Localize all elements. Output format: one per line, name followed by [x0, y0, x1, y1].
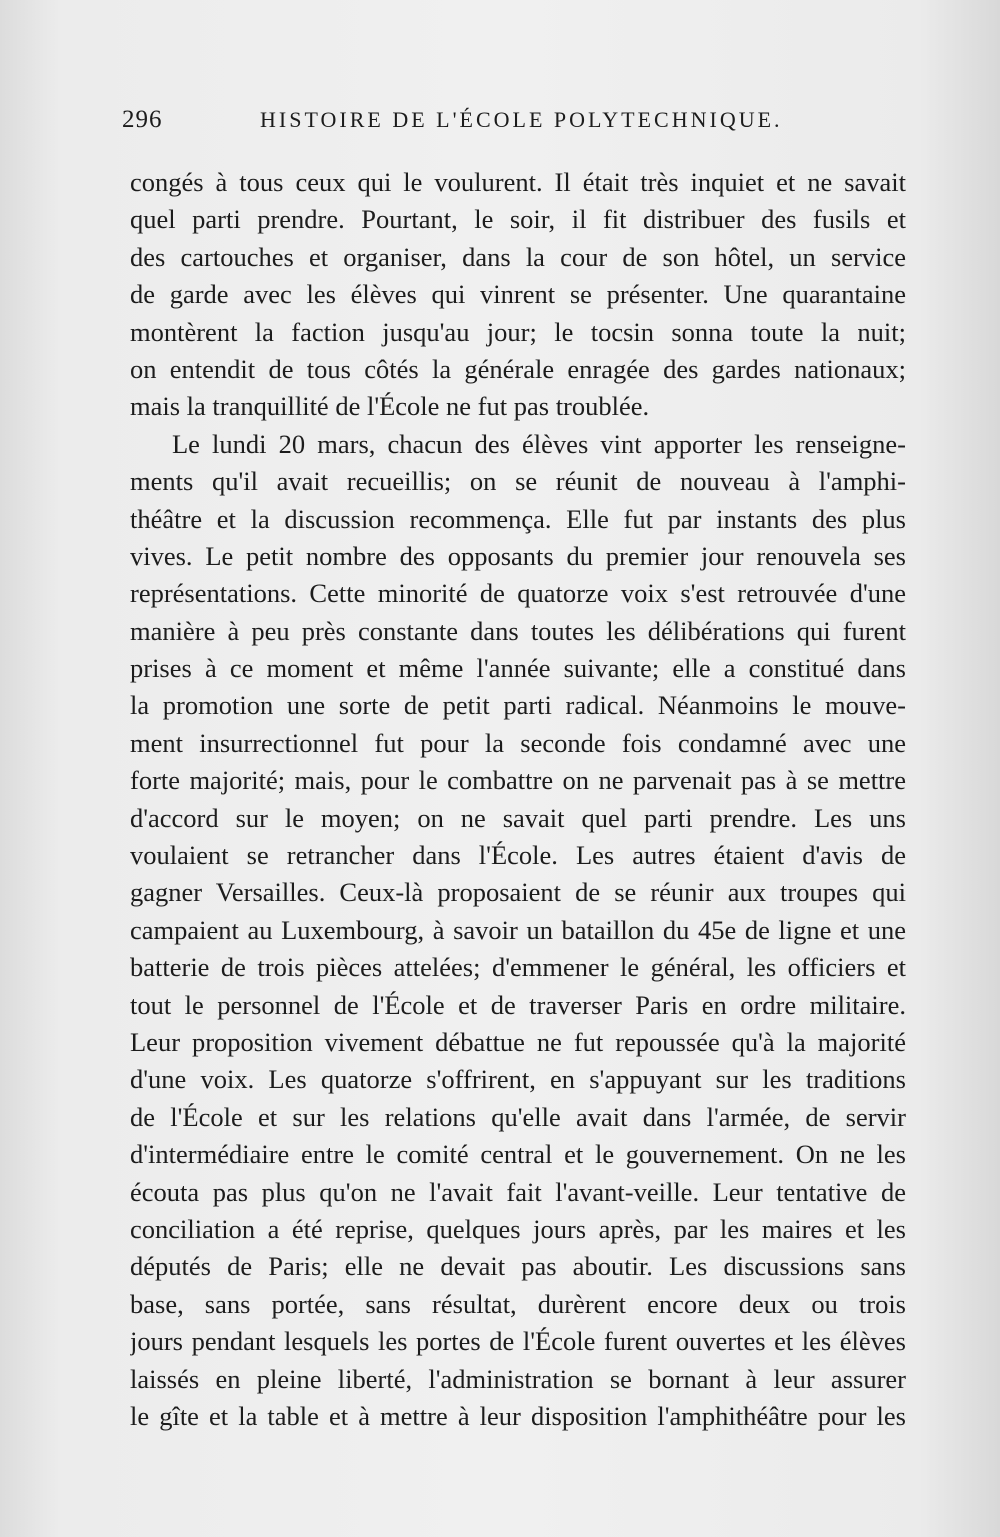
text-line: voulaient se retrancher dans l'École. Les autres étaient d'avis de [130, 840, 906, 871]
text-line: vives. Le petit nombre des opposants du premier jour renouvela ses [130, 540, 906, 571]
text-line: campaient au Luxembourg, à savoir un bataillon du 45e de ligne et une [130, 914, 906, 945]
text-line: laissés en pleine liberté, l'administration se bornant à leur assurer [130, 1363, 906, 1394]
text-line: on entendit de tous côtés la générale enragée des gardes nationaux; [130, 353, 906, 384]
text-line: théâtre et la discussion recommença. Elle fut par instants des plus [130, 503, 906, 534]
text-line: tout le personnel de l'École et de traverser Paris en ordre militaire. [130, 989, 906, 1020]
text-line: quel parti prendre. Pourtant, le soir, il fit distribuer des fusils et [130, 204, 906, 235]
text-line: ment insurrectionnel fut pour la seconde fois condamné avec une [130, 727, 906, 758]
text-line: mais la tranquillité de l'École ne fut pas troublée. [130, 391, 650, 422]
text-line: la promotion une sorte de petit parti radical. Néanmoins le mouve- [130, 690, 906, 721]
text-line: batterie de trois pièces attelées; d'emmener le général, les officiers et [130, 952, 906, 983]
text-line: base, sans portée, sans résultat, durèrent encore deux ou trois [130, 1288, 906, 1319]
text-line: ments qu'il avait recueillis; on se réunit de nouveau à l'amphi- [130, 466, 906, 497]
page-header [122, 106, 796, 146]
text-line: forte majorité; mais, pour le combattre on ne parvenait pas à se mettre [130, 765, 906, 796]
text-line: écouta pas plus qu'on ne l'avait fait l'avant-veille. Leur tentative de [130, 1176, 906, 1207]
text-line: d'accord sur le moyen; on ne savait quel parti prendre. Les uns [130, 802, 906, 833]
text-line: de l'École et sur les relations qu'elle avait dans l'armée, de servir [130, 1101, 906, 1132]
text-line: représentations. Cette minorité de quatorze voix s'est retrouvée d'une [130, 578, 906, 609]
text-line: prises à ce moment et même l'année suivante; elle a constitué dans [130, 653, 906, 684]
text-line: députés de Paris; elle ne devait pas aboutir. Les discussions sans [130, 1251, 906, 1282]
text-line: manière à peu près constante dans toutes les délibérations qui furent [130, 615, 906, 646]
text-line: Leur proposition vivement débattue ne fut repoussée qu'à la majorité [130, 1026, 906, 1057]
text-line: d'intermédiaire entre le comité central et le gouvernement. On ne les [130, 1139, 906, 1170]
text-line: jours pendant lesquels les portes de l'École furent ouvertes et les élèves [130, 1326, 906, 1357]
text-line: conciliation a été reprise, quelques jours après, par les maires et les [130, 1213, 906, 1244]
text-line: montèrent la faction jusqu'au jour; le tocsin sonna toute la nuit; [130, 316, 906, 347]
text-line: Le lundi 20 mars, chacun des élèves vint apporter les renseigne- [172, 428, 906, 459]
text-line: des cartouches et organiser, dans la cour de son hôtel, un service [130, 241, 906, 272]
text-line: de garde avec les élèves qui vinrent se présenter. Une quarantaine [130, 279, 906, 310]
running-title: HISTOIRE DE L'ÉCOLE POLYTECHNIQUE. [260, 107, 783, 132]
text-line: congés à tous ceux qui le voulurent. Il était très inquiet et ne savait [130, 167, 906, 197]
body-text [130, 164, 906, 1435]
text-line: le gîte et la table et à mettre à leur disposition l'amphithéâtre pour les [130, 1400, 906, 1431]
text-line: gagner Versailles. Ceux-là proposaient de se réunir aux troupes qui [130, 877, 906, 908]
text-line: d'une voix. Les quatorze s'offrirent, en s'appuyant sur les traditions [130, 1064, 906, 1095]
page-number: 296 [122, 106, 163, 133]
